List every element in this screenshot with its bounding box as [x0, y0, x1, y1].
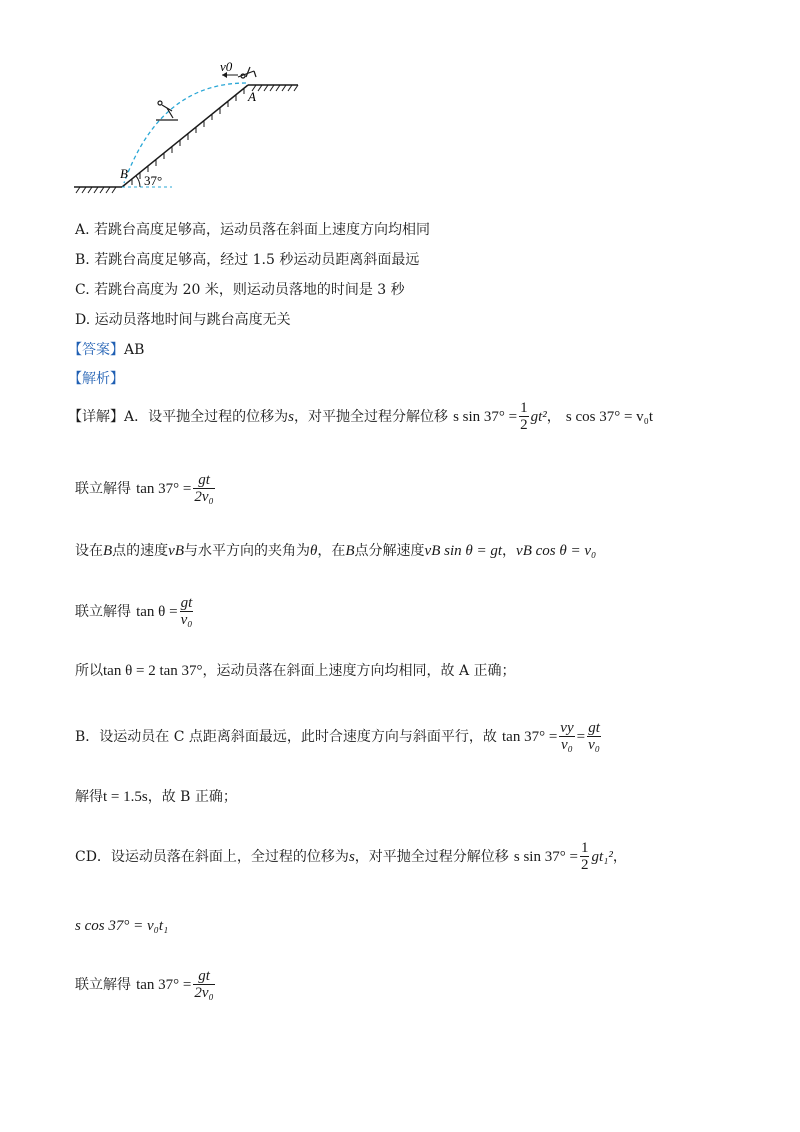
detail-l4-text: 联立解得 [75, 604, 131, 620]
detail-l4-frac: $\frac{gt}{\text{v₀}}$ [180, 595, 193, 628]
option-c: C. 若跳台高度为 20 米，则运动员落地的时间是 3 秒 [75, 282, 405, 298]
detail-l6-frac1: $\frac{vy}{\text{v₀}}$ [560, 720, 574, 753]
detail-l2-text: 联立解得 [75, 481, 131, 497]
detail-l8-s: s [348, 849, 355, 865]
detail-l8-text1: CD．设运动员落在斜面上，全过程的位移为 [75, 849, 349, 865]
detail-line-4 [75, 595, 195, 628]
option-d: D. 运动员落地时间与跳台高度无关 [75, 312, 291, 328]
detail-line-8: CD．设运动员落在斜面上，全过程的位移为s，对平抛全过程分解位移 s sin 37° = $\frac{1}{2}$ gt₁²， [75, 840, 627, 873]
detail-l8-eq-right: gt₁² [591, 849, 613, 865]
detail-l1-eq1-right: gt² [530, 409, 547, 425]
point-b-label: B [120, 166, 128, 181]
detail-l10-frac: $\frac{gt}{\text{2v₀}}$ [194, 968, 214, 1001]
option-b: B. 若跳台高度足够高，经过 1.5 秒运动员距离斜面最远 [75, 252, 420, 268]
answer-tag: 【答案】 [68, 342, 124, 358]
detail-l8-text2: ，对平抛全过程分解位移 [354, 849, 509, 865]
detail-l3-text3: 与水平方向的夹角为 [184, 543, 310, 559]
detail-l3-text4: ，在 [317, 543, 346, 559]
detail-line-1: 【详解】A．设平抛全过程的位移为s，对平抛全过程分解位移 s sin 37° = $\frac{1}{2}$ gt²， s cos 37° = v₀t [68, 400, 654, 433]
detail-l2-frac: $\frac{gt}{\text{2v₀}}$ [194, 472, 214, 505]
detail-l1-eq1-left: s sin 37° = [453, 409, 518, 425]
detail-line-2 [75, 472, 217, 505]
angle-label: 37° [144, 173, 163, 188]
detail-l10-eq-left: tan 37° = [136, 977, 192, 993]
detail-line-7 [75, 786, 237, 806]
answer-value: AB [124, 342, 145, 358]
v0-label: v0 [220, 59, 233, 74]
detail-l5-text1: 所以 [75, 663, 103, 679]
detail-l3-b: B [103, 543, 113, 559]
detail-l7-text2: ，故 B 正确； [147, 789, 237, 805]
detail-l7-eq: t = 1.5s [103, 789, 148, 805]
detail-l5-text2: ，运动员落在斜面上速度方向均相同，故 A 正确； [202, 663, 516, 679]
detail-l1-text2: ，对平抛全过程分解位移 [293, 409, 448, 425]
detail-l3-text2: 点的速度 [112, 543, 169, 559]
detail-l3-eq1: vB sin θ = gt [424, 543, 503, 559]
detail-l8-frac: $\frac{1}{2}$ [580, 840, 589, 873]
detail-l3-b2: B [345, 543, 355, 559]
detail-tag: 【详解】 [68, 409, 124, 425]
detail-line-5 [75, 660, 516, 680]
detail-l3-text5: 点分解速度 [354, 543, 425, 559]
detail-line-9: s cos 37° = v₀t₁ [75, 918, 169, 934]
ski-jump-diagram [60, 55, 320, 205]
detail-l1-eq2: s cos 37° = v₀t [565, 409, 654, 425]
detail-line-3: 设在B点的速度vB与水平方向的夹角为θ，在B点分解速度vB sin θ = gt，vB cos θ = v₀ [75, 543, 597, 559]
detail-l4-eq-left: tan θ = [136, 604, 178, 620]
detail-l10-text: 联立解得 [75, 977, 131, 993]
answer-line [68, 339, 144, 359]
detail-line-6: B．设运动员在 C 点距离斜面最远，此时合速度方向与斜面平行，故 tan 37° = $\frac{vy}{\text{v₀}}$ = $\frac{gt}{\text{v₀}}$ [75, 720, 600, 753]
detail-l3-eq2: vB cos θ = v₀ [516, 543, 597, 559]
detail-line-10 [75, 968, 217, 1001]
detail-l3-text1: 设在 [75, 543, 103, 559]
detail-l3-vb: vB [168, 543, 184, 559]
detail-l5-eq: tan θ = 2 tan 37° [103, 663, 203, 679]
detail-l3-theta: θ [310, 543, 318, 559]
detail-l6-frac2: $\frac{gt}{\text{v₀}}$ [588, 720, 600, 753]
detail-l6-text: B．设运动员在 C 点距离斜面最远，此时合速度方向与斜面平行，故 [75, 729, 497, 745]
point-a-label: A [248, 89, 256, 104]
detail-l2-eq-left: tan 37° = [136, 481, 192, 497]
detail-l8-eq-left: s sin 37° = [513, 849, 578, 865]
analysis-tag: 【解析】 [68, 371, 124, 387]
detail-l1-eq1-frac: $\frac{1}{2}$ [520, 400, 528, 433]
detail-l1-s: s [288, 409, 294, 425]
detail-l7-text1: 解得 [75, 789, 103, 805]
option-a: A. 若跳台高度足够高，运动员落在斜面上速度方向均相同 [75, 222, 431, 238]
detail-l6-eq-left: tan 37° = [502, 729, 558, 745]
detail-l1-text: A．设平抛全过程的位移为 [124, 409, 289, 425]
